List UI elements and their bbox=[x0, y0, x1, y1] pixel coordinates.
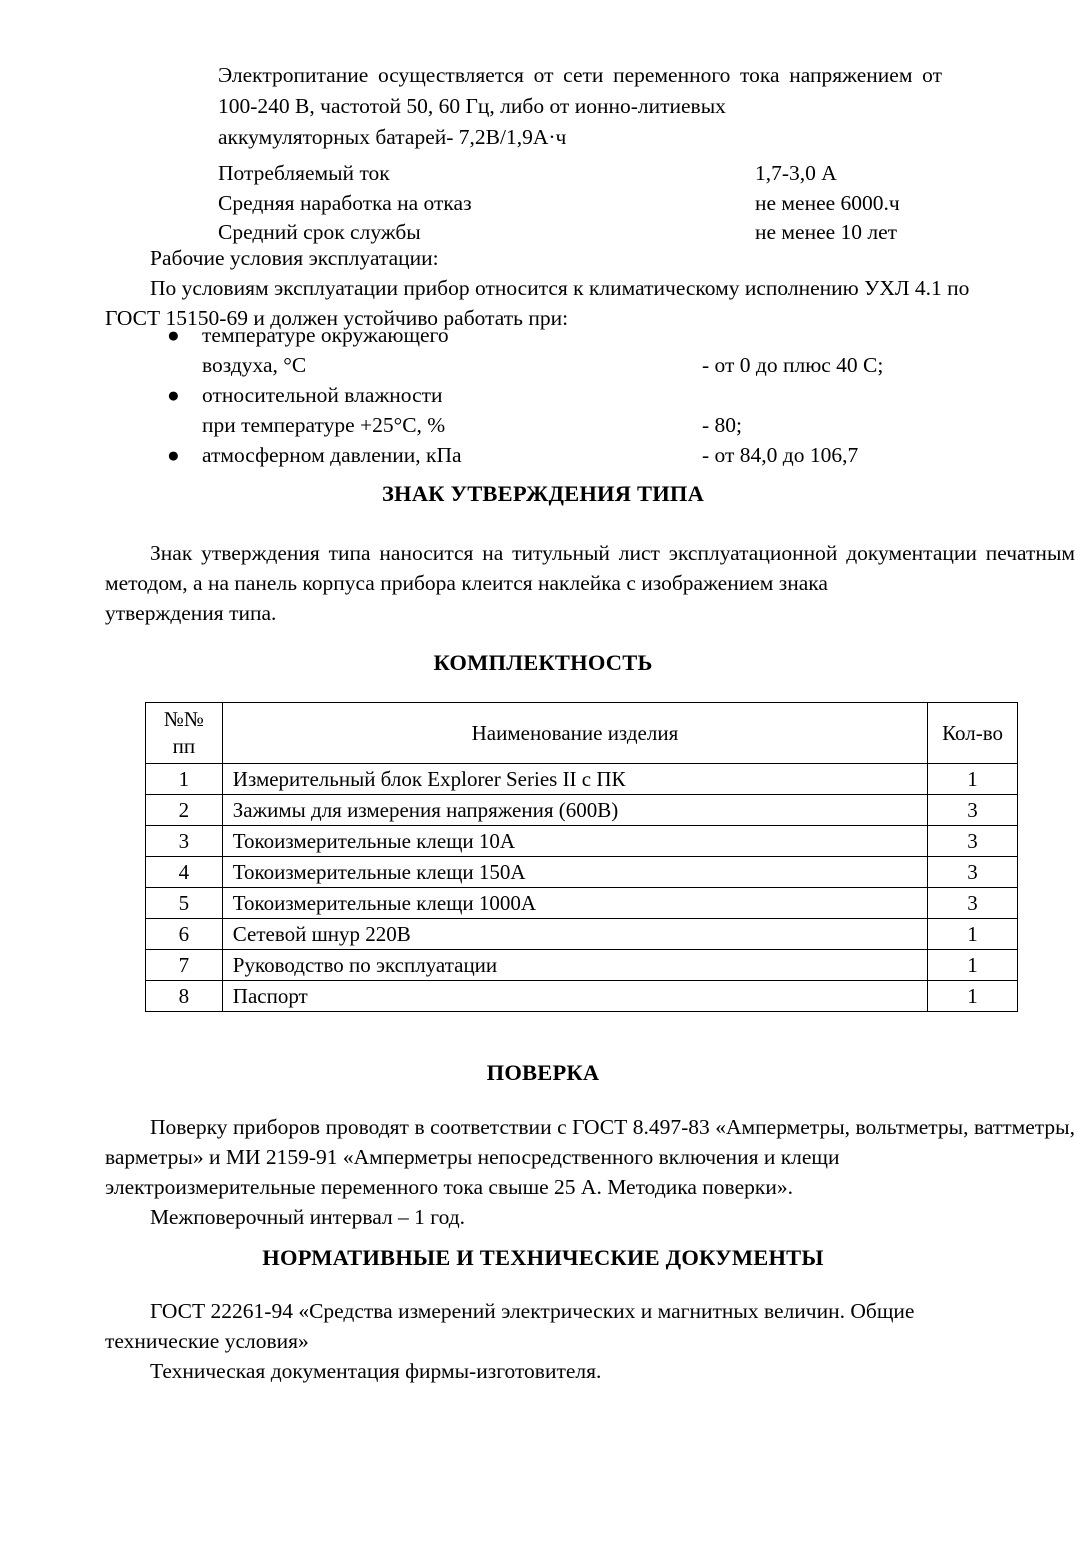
power-intro-line-1: Электропитание осуществляется от сети переменного тока напряжением bbox=[218, 63, 913, 87]
heading-documents: НОРМАТИВНЫЕ И ТЕХНИЧЕСКИЕ ДОКУМЕНТЫ bbox=[262, 1245, 824, 1270]
power-supply-intro bbox=[218, 60, 942, 153]
kit-table-header bbox=[146, 703, 1018, 764]
bullet-icon: ● bbox=[167, 383, 180, 407]
table-row bbox=[146, 919, 1018, 950]
cell-quantity: 3 bbox=[928, 888, 1018, 919]
verification-paragraph-tail: электроизмерительные переменного тока свыше 25 А. Методика поверки». bbox=[105, 1175, 793, 1199]
documents-paragraph-tail: технические условия» bbox=[105, 1329, 309, 1353]
operating-conditions-title: Рабочие условия эксплуатации: bbox=[150, 246, 439, 270]
cell-number: 7 bbox=[146, 950, 223, 981]
documents-block bbox=[105, 1296, 1075, 1386]
cell-quantity: 3 bbox=[928, 826, 1018, 857]
operating-conditions-paragraph-main: По условиям эксплуатации прибор относится к климатическому исполнению УХЛ 4.1 по bbox=[150, 276, 970, 300]
kit-table bbox=[145, 702, 1018, 1012]
kit-table-body bbox=[146, 764, 1018, 1012]
verification-block bbox=[105, 1112, 1075, 1232]
bullet-icon: ● bbox=[167, 323, 180, 347]
cell-number: 5 bbox=[146, 888, 223, 919]
list-item-value: - 80; bbox=[702, 413, 743, 437]
list-item bbox=[105, 380, 1075, 440]
documents-last-line: Техническая документация фирмы-изготовителя. bbox=[150, 1359, 602, 1383]
cell-name: Паспорт bbox=[222, 981, 927, 1012]
list-item-line-1: атмосферном давлении, кПа bbox=[202, 443, 462, 467]
cell-number: 1 bbox=[146, 764, 223, 795]
cell-name: Зажимы для измерения напряжения (600В) bbox=[222, 795, 927, 826]
operating-conditions-paragraph-tail: ГОСТ 15150-69 и должен устойчиво работать при: bbox=[105, 306, 569, 330]
list-item-line-1: температуре окружающего bbox=[202, 323, 449, 347]
cell-number: 2 bbox=[146, 795, 223, 826]
documents-paragraph-main: ГОСТ 22261-94 «Средства измерений электрических и магнитных величин. Общие bbox=[150, 1299, 915, 1323]
column-header-number-line-1: №№ bbox=[163, 707, 204, 731]
list-item bbox=[105, 440, 1075, 470]
column-header-quantity: Кол-во bbox=[928, 703, 1018, 764]
power-intro-line-3: аккумуляторных батарей- 7,2В/1,9А·ч bbox=[218, 125, 567, 149]
cell-number: 8 bbox=[146, 981, 223, 1012]
spec-row bbox=[218, 159, 942, 189]
verification-interval: Межповерочный интервал – 1 год. bbox=[150, 1205, 466, 1229]
heading-verification: ПОВЕРКА bbox=[486, 1060, 600, 1085]
bullet-icon: ● bbox=[167, 443, 180, 467]
cell-number: 4 bbox=[146, 857, 223, 888]
table-row bbox=[146, 981, 1018, 1012]
list-item bbox=[105, 320, 1075, 380]
heading-approval-mark: ЗНАК УТВЕРЖДЕНИЯ ТИПА bbox=[381, 481, 705, 506]
cell-name: Токоизмерительные клещи 1000А bbox=[222, 888, 927, 919]
table-header-row bbox=[146, 703, 1018, 764]
documents-paragraph bbox=[105, 1296, 1075, 1356]
table-row bbox=[146, 764, 1018, 795]
cell-quantity: 3 bbox=[928, 857, 1018, 888]
power-supply-block bbox=[218, 60, 942, 248]
table-row bbox=[146, 888, 1018, 919]
cell-quantity: 1 bbox=[928, 950, 1018, 981]
cell-name: Руководство по эксплуатации bbox=[222, 950, 927, 981]
spec-value: не менее 6000.ч bbox=[755, 190, 900, 215]
approval-mark-paragraph-main: Знак утверждения типа наносится на титульный лист эксплуатационной документации печатным методом, а на панель корпуса прибора клеится наклейка с изображением знака bbox=[105, 541, 1075, 595]
spec-label: Средний срок службы bbox=[218, 220, 421, 244]
cell-name: Токоизмерительные клещи 150А bbox=[222, 857, 927, 888]
column-header-number bbox=[146, 703, 223, 764]
cell-quantity: 1 bbox=[928, 981, 1018, 1012]
spec-label: Потребляемый ток bbox=[218, 161, 390, 185]
cell-quantity: 3 bbox=[928, 795, 1018, 826]
table-row bbox=[146, 826, 1018, 857]
list-item-value: - от 0 до плюс 40 С; bbox=[702, 353, 884, 377]
column-header-name: Наименование изделия bbox=[222, 703, 927, 764]
column-header-number-line-2: пп bbox=[172, 734, 196, 758]
cell-name: Токоизмерительные клещи 10А bbox=[222, 826, 927, 857]
conditions-bullet-list bbox=[105, 320, 1075, 470]
list-item-line-1: относительной влажности bbox=[202, 383, 443, 407]
list-item-line-2: воздуха, °С bbox=[202, 353, 307, 377]
cell-quantity: 1 bbox=[928, 764, 1018, 795]
power-intro-line-2: от 100-240 В, частотой 50, 60 Гц, либо от ионно-литиевых bbox=[218, 63, 942, 118]
heading-kit: КОМПЛЕКТНОСТЬ bbox=[433, 650, 653, 675]
table-row bbox=[146, 795, 1018, 826]
table-row bbox=[146, 950, 1018, 981]
list-item-value: - от 84,0 до 106,7 bbox=[702, 443, 859, 467]
spec-value: не менее 10 лет bbox=[755, 220, 898, 244]
table-row bbox=[146, 857, 1018, 888]
cell-name: Сетевой шнур 220В bbox=[222, 919, 927, 950]
power-spec-rows bbox=[218, 159, 942, 248]
approval-mark-paragraph-tail: утверждения типа. bbox=[105, 601, 277, 625]
verification-paragraph bbox=[105, 1112, 1075, 1202]
approval-mark-paragraph bbox=[105, 538, 1075, 628]
spec-label: Средняя наработка на отказ bbox=[218, 190, 472, 215]
spec-row bbox=[218, 189, 942, 219]
cell-name: Измерительный блок Explorer Series II с ПК bbox=[222, 764, 927, 795]
cell-number: 3 bbox=[146, 826, 223, 857]
list-item-line-2: при температуре +25°С, % bbox=[202, 413, 446, 437]
spec-value: 1,7-3,0 А bbox=[755, 161, 837, 185]
cell-number: 6 bbox=[146, 919, 223, 950]
cell-quantity: 1 bbox=[928, 919, 1018, 950]
approval-mark-block bbox=[105, 538, 1075, 628]
verification-paragraph-main: Поверку приборов проводят в соответствии с ГОСТ 8.497-83 «Амперметры, вольтметры, ваттметры, варметры» и МИ 2159-91 «Амперметры непосредственного включения и клещи bbox=[105, 1115, 1075, 1169]
